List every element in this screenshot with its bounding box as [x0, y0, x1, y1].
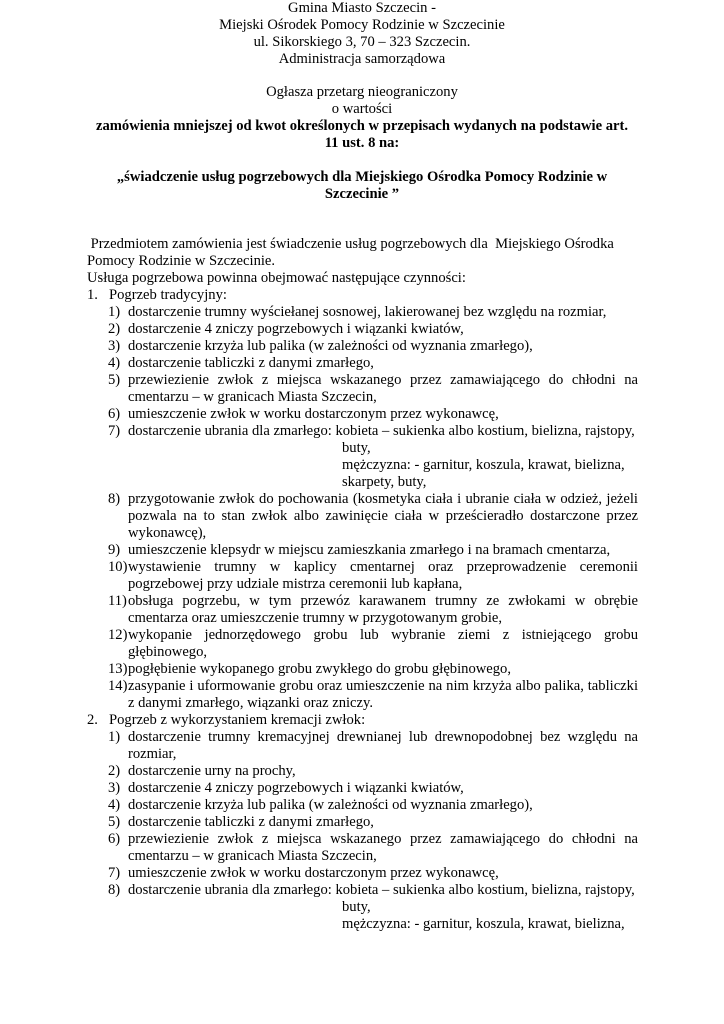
s2-item-8-cont-1: buty,	[342, 899, 371, 915]
s1-item-7-cont-3: skarpety, buty,	[342, 474, 427, 490]
announce-line-2: o wartości	[331, 101, 393, 117]
s1-item-1-text: dostarczenie trumny wyściełanej sosnowej, lakierowanej bez względu na rozmiar,	[128, 304, 607, 320]
s2-item-3-text: dostarczenie 4 zniczy pogrzebowych i wiązanki kwiatów,	[128, 780, 464, 796]
title-line-1: „świadczenie usług pogrzebowych dla Miejskiego Ośrodka Pomocy Rodzinie w	[116, 169, 608, 185]
s2-item-7-text: umieszczenie zwłok w worku dostarczonym przez wykonawcę,	[128, 865, 499, 881]
s2-item-1-num: 1)	[108, 729, 121, 745]
s1-item-9-num: 9)	[108, 542, 121, 558]
header-line-4: Administracja samorządowa	[278, 51, 446, 67]
s1-item-3-text: dostarczenie krzyża lub palika (w zależności od wyznania zmarłego),	[128, 338, 533, 354]
announce-line-1: Ogłasza przetarg nieograniczony	[266, 84, 458, 100]
s2-item-3-num: 3)	[108, 780, 121, 796]
header-line-2: Miejski Ośrodek Pomocy Rodzinie w Szczecinie	[219, 17, 505, 33]
section-2-title: Pogrzeb z wykorzystaniem kremacji zwłok:	[109, 712, 366, 728]
s1-item-9-text: umieszczenie klepsydr w miejscu zamieszkania zmarłego i na bramach cmentarza,	[128, 542, 611, 558]
s2-item-2-num: 2)	[108, 763, 121, 779]
intro-line-1: Przedmiotem zamówienia jest świadczenie usług pogrzebowych dla Miejskiego Ośrodka	[87, 236, 614, 252]
section-1-number: 1.	[87, 287, 98, 303]
s1-item-4-num: 4)	[108, 355, 121, 371]
s1-item-4-text: dostarczenie tabliczki z danymi zmarłego,	[128, 355, 374, 371]
s2-item-8-num: 8)	[108, 882, 121, 898]
section-2-number: 2.	[87, 712, 98, 728]
title-line-2: Szczecinie ”	[324, 186, 400, 202]
s1-item-1-num: 1)	[108, 304, 121, 320]
intro-line-3: Usługa pogrzebowa powinna obejmować następujące czynności:	[87, 270, 466, 286]
section-2-heading	[87, 712, 365, 729]
s1-item-12-text: wykopanie jednorzędowego grobu lub wybranie ziemi z istniejącego grobu głębinowego,	[128, 627, 638, 660]
s1-item-2-text: dostarczenie 4 zniczy pogrzebowych i wiązanki kwiatów,	[128, 321, 464, 337]
announce-line-4: 11 ust. 8 na:	[324, 135, 400, 151]
s1-item-5-text: przewiezienie zwłok z miejsca wskazanego przez zamawiającego do chłodni na cmentarzu – w granicach Miasta Szczecin,	[128, 372, 638, 405]
s1-item-11-num: 11)	[108, 593, 127, 609]
s1-item-13-num: 13)	[108, 661, 128, 677]
s1-item-7-cont-1: buty,	[342, 440, 371, 456]
section-1-title: Pogrzeb tradycyjny:	[109, 287, 227, 303]
s1-item-10-num: 10)	[108, 559, 128, 575]
announce-line-3: zamówienia mniejszej od kwot określonych w przepisach wydanych na podstawie art.	[96, 118, 628, 134]
s1-item-14-text: zasypanie i uformowanie grobu oraz umieszczenie na nim krzyża albo palika, tabliczki z danymi zmarłego, wiązanki oraz zniczy.	[128, 678, 638, 711]
s2-item-6-num: 6)	[108, 831, 121, 847]
s1-item-11-text: obsługa pogrzebu, w tym przewóz karawanem trumny ze zwłokami w obrębie cmentarza oraz umieszczenie trumny w przygotowanym grobie,	[128, 593, 638, 626]
s2-item-5-text: dostarczenie tabliczki z danymi zmarłego,	[128, 814, 374, 830]
s2-item-4-text: dostarczenie krzyża lub palika (w zależności od wyznania zmarłego),	[128, 797, 533, 813]
s2-item-4-num: 4)	[108, 797, 121, 813]
s1-item-14-num: 14)	[108, 678, 128, 694]
s1-item-13-text: pogłębienie wykopanego grobu zwykłego do grobu głębinowego,	[128, 661, 512, 677]
s1-item-2-num: 2)	[108, 321, 121, 337]
s2-item-8-cont-2: mężczyzna: - garnitur, koszula, krawat, bielizna,	[342, 916, 625, 932]
s2-item-5-num: 5)	[108, 814, 121, 830]
s1-item-7-text: dostarczenie ubrania dla zmarłego: kobieta – sukienka albo kostium, bielizna, rajstopy,	[128, 423, 635, 439]
s2-item-8-text: dostarczenie ubrania dla zmarłego: kobieta – sukienka albo kostium, bielizna, rajstopy,	[128, 882, 635, 898]
s1-item-8-num: 8)	[108, 491, 121, 507]
s2-item-2-text: dostarczenie urny na prochy,	[128, 763, 296, 779]
s1-item-5-num: 5)	[108, 372, 121, 388]
section-1-heading	[87, 287, 227, 304]
s1-item-6-text: umieszczenie zwłok w worku dostarczonym przez wykonawcę,	[128, 406, 499, 422]
s1-item-10-text: wystawienie trumny w kaplicy cmentarnej oraz przeprowadzenie ceremonii pogrzebowej przy udziale mistrza ceremonii lub kapłana,	[128, 559, 638, 592]
s1-item-3-num: 3)	[108, 338, 121, 354]
intro-line-2: Pomocy Rodzinie w Szczecinie.	[87, 253, 276, 269]
s2-item-7-num: 7)	[108, 865, 121, 881]
s1-item-12-num: 12)	[108, 627, 128, 643]
s1-item-7-cont-2: mężczyzna: - garnitur, koszula, krawat, bielizna,	[342, 457, 625, 473]
s1-item-7-num: 7)	[108, 423, 121, 439]
s1-item-6-num: 6)	[108, 406, 121, 422]
s2-item-1-text: dostarczenie trumny kremacyjnej drewnianej lub drewnopodobnej bez względu na rozmiar,	[128, 729, 638, 762]
header-line-1: Gmina Miasto Szczecin -	[288, 0, 436, 16]
s1-item-8-text: przygotowanie zwłok do pochowania (kosmetyka ciała i ubranie ciała w odzież, jeżeli pozwala na to stan zwłok albo zawinięcie ciała w prześcieradło dostarczone przez wykonawcę),	[128, 491, 638, 541]
s2-item-6-text: przewiezienie zwłok z miejsca wskazanego przez zamawiającego do chłodni na cmentarzu – w granicach Miasta Szczecin,	[128, 831, 638, 864]
header-line-3: ul. Sikorskiego 3, 70 – 323 Szczecin.	[253, 34, 471, 50]
